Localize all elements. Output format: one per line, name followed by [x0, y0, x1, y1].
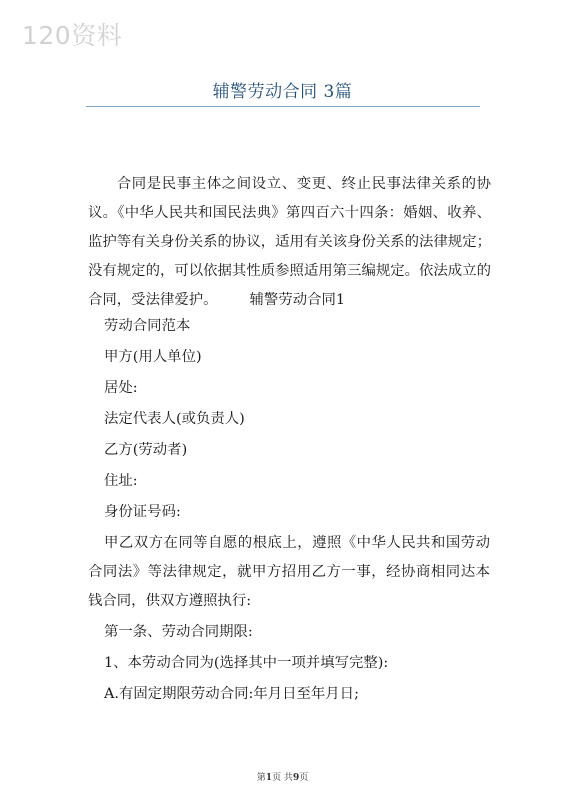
- document-title: 辅警劳动合同 3篇: [212, 82, 353, 102]
- paragraph-address: 住址:: [104, 473, 138, 489]
- page-footer: [0, 770, 565, 783]
- paragraph-legal-representative: 法定代表人(或负责人): [104, 411, 245, 427]
- paragraph-party-b: 乙方(劳动者): [104, 442, 188, 458]
- footer-page-prefix: 第: [256, 773, 266, 783]
- paragraph-residence: 居处:: [104, 380, 138, 396]
- paragraph-contract-type: 1、本劳动合同为(选择其中一项并填写完整):: [104, 655, 389, 671]
- contract-body: [88, 312, 490, 711]
- intro-paragraph: [88, 170, 491, 315]
- intro-subtitle: 辅警劳动合同1: [249, 292, 346, 308]
- paragraph-id-number: 身份证号码:: [104, 504, 181, 520]
- paragraph-fixed-term: A.有固定期限劳动合同:年月日至年月日;: [104, 686, 359, 702]
- watermark: 120资料: [22, 21, 123, 50]
- title-divider: [86, 106, 480, 107]
- paragraph-agreement: 甲乙双方在同等自愿的根底上，遵照《中华人民共和国劳动合同法》等法律规定，就甲方招用乙方一事，经协商相同达本钱合同，供双方遵照执行:: [88, 535, 490, 609]
- footer-page-current: 1: [265, 773, 273, 783]
- footer-page-suffix: 页: [299, 773, 309, 783]
- footer-page-mid: 页 共: [272, 773, 293, 783]
- footer-page-total: 9: [292, 773, 300, 783]
- paragraph-template-title: 劳动合同范本: [104, 318, 191, 334]
- paragraph-article-one: 第一条、劳动合同期限:: [104, 624, 253, 640]
- intro-text: 合同是民事主体之间设立、变更、终止民事法律关系的协议。《中华人民共和国民法典》第四百六十四条：婚姻、收养、监护等有关身份关系的协议，适用有关该身份关系的法律规定；没有规定的，可以依据其性质参照适用第三编规定。依法成立的合同，受法律爱护。: [88, 176, 491, 308]
- paragraph-party-a: 甲方(用人单位): [104, 349, 202, 365]
